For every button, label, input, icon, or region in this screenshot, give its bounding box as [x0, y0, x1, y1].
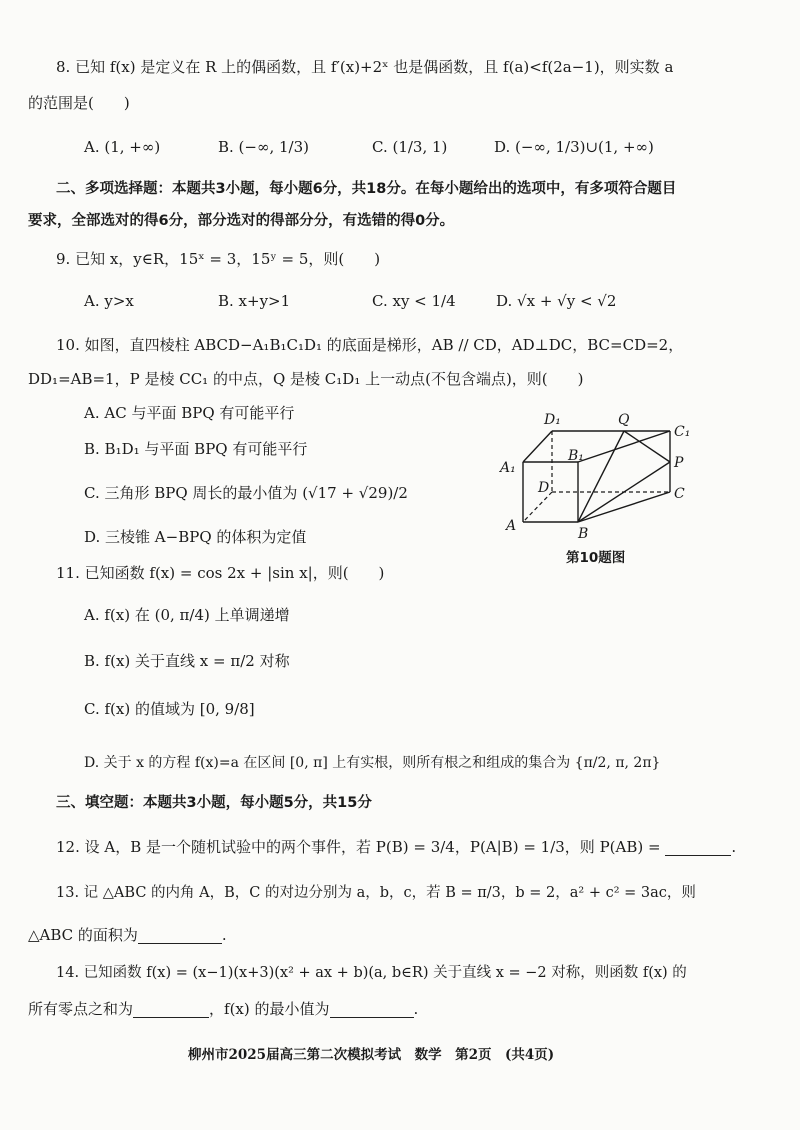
q12-line — [56, 836, 736, 858]
q14-answer-blank-2[interactable] — [330, 1001, 414, 1018]
q8-stem-cont: 的范围是( ) — [28, 94, 130, 112]
label-c1: C₁ — [674, 424, 691, 440]
section2-heading: 二、多项选择题：本题共3小题，每小题6分，共18分。在每小题给出的选项中，有多项符合题目 — [56, 181, 677, 197]
segment-bq — [578, 431, 624, 522]
q12-end: . — [731, 838, 737, 856]
label-c: C — [674, 486, 685, 502]
edge-b1c1 — [578, 431, 670, 462]
q10-option-c: C. 三角形 BPQ 周长的最小值为 (√17 + √29)/2 — [84, 484, 408, 502]
q11-option-b: B. f(x) 关于直线 x = π/2 对称 — [84, 652, 290, 670]
label-b: B — [578, 526, 589, 542]
figure-caption: 第10题图 — [566, 550, 626, 566]
q13-stem: 13. 记 △ABC 的内角 A，B，C 的对边分别为 a，b，c，若 B = π/3，b = 2，a² + c² = 3ac，则 — [56, 885, 696, 901]
label-b1: B₁ — [568, 448, 584, 464]
q8-option-d: D. (−∞, 1/3)∪(1, +∞) — [494, 138, 654, 156]
prism-diagram — [496, 404, 702, 574]
q13-stem-cont: △ABC 的面积为 — [28, 926, 138, 944]
q14-stem-cont-b: ，f(x) 的最小值为 — [209, 1000, 330, 1018]
q11-option-d: D. 关于 x 的方程 f(x)=a 在区间 [0, π] 上有实根，则所有根之和组成的集合为 {π/2, π, 2π} — [84, 755, 661, 771]
q8-option-b: B. (−∞, 1/3) — [218, 138, 310, 156]
q9-option-c: C. xy < 1/4 — [372, 292, 456, 310]
q8-option-a: A. (1, +∞) — [84, 138, 161, 156]
q10-option-a: A. AC 与平面 BPQ 有可能平行 — [84, 404, 295, 422]
label-p: P — [674, 455, 684, 471]
q9-option-a: A. y>x — [84, 292, 134, 310]
label-a1: A₁ — [500, 460, 516, 476]
q13-line2 — [28, 924, 227, 946]
q8-option-c: C. (1/3, 1) — [372, 138, 448, 156]
segment-qp — [624, 431, 670, 462]
q11-stem: 11. 已知函数 f(x) = cos 2x + |sin x|，则( ) — [56, 564, 385, 582]
q10-option-d: D. 三棱锥 A−BPQ 的体积为定值 — [84, 528, 307, 546]
q10-figure — [496, 404, 702, 574]
q8-stem: 8. 已知 f(x) 是定义在 R 上的偶函数，且 f′(x)+2ˣ 也是偶函数，且 f(a)<f(2a−1)，则实数 a — [56, 58, 674, 76]
q13-answer-blank[interactable] — [138, 927, 222, 944]
label-a: A — [506, 518, 517, 534]
q9-option-d: D. √x + √y < √2 — [496, 292, 617, 310]
edge-da-hidden — [523, 492, 552, 522]
q11-option-c: C. f(x) 的值域为 [0, 9/8] — [84, 700, 255, 718]
section3-heading: 三、填空题：本题共3小题，每小题5分，共15分 — [56, 795, 372, 811]
edge-d1a1 — [523, 431, 552, 462]
label-d: D — [538, 480, 550, 496]
q10-stem-cont: DD₁=AB=1，P 是棱 CC₁ 的中点，Q 是棱 C₁D₁ 上一动点(不包含端点)，则( ) — [28, 370, 584, 388]
q13-end: . — [221, 926, 227, 944]
q12-stem: 12. 设 A，B 是一个随机试验中的两个事件，若 P(B) = 3/4，P(A|B) = 1/3，则 P(AB) = — [56, 838, 666, 856]
q14-answer-blank-1[interactable] — [133, 1001, 209, 1018]
q9-option-b: B. x+y>1 — [218, 292, 291, 310]
q14-end: . — [413, 1000, 419, 1018]
q14-stem: 14. 已知函数 f(x) = (x−1)(x+3)(x² + ax + b)(a, b∈R) 关于直线 x = −2 对称，则函数 f(x) 的 — [56, 965, 687, 981]
page-footer: 柳州市2025届高三第二次模拟考试 数学 第2页 (共4页) — [188, 1047, 555, 1063]
q11-option-a: A. f(x) 在 (0, π/4) 上单调递增 — [84, 606, 290, 624]
q10-option-b: B. B₁D₁ 与平面 BPQ 有可能平行 — [84, 440, 308, 458]
q9-stem: 9. 已知 x，y∈R，15ˣ = 3，15ʸ = 5，则( ) — [56, 250, 381, 268]
q14-stem-cont-a: 所有零点之和为 — [28, 1000, 134, 1018]
q12-answer-blank[interactable] — [665, 839, 731, 856]
section2-heading-cont: 要求，全部选对的得6分，部分选对的得部分分，有选错的得0分。 — [28, 213, 455, 229]
label-q: Q — [618, 412, 630, 428]
label-d1: D₁ — [544, 412, 561, 428]
q10-stem: 10. 如图，直四棱柱 ABCD−A₁B₁C₁D₁ 的底面是梯形，AB // CD，AD⊥DC，BC=CD=2， — [56, 336, 684, 354]
edge-bc — [578, 492, 670, 522]
q14-line2 — [28, 998, 418, 1020]
